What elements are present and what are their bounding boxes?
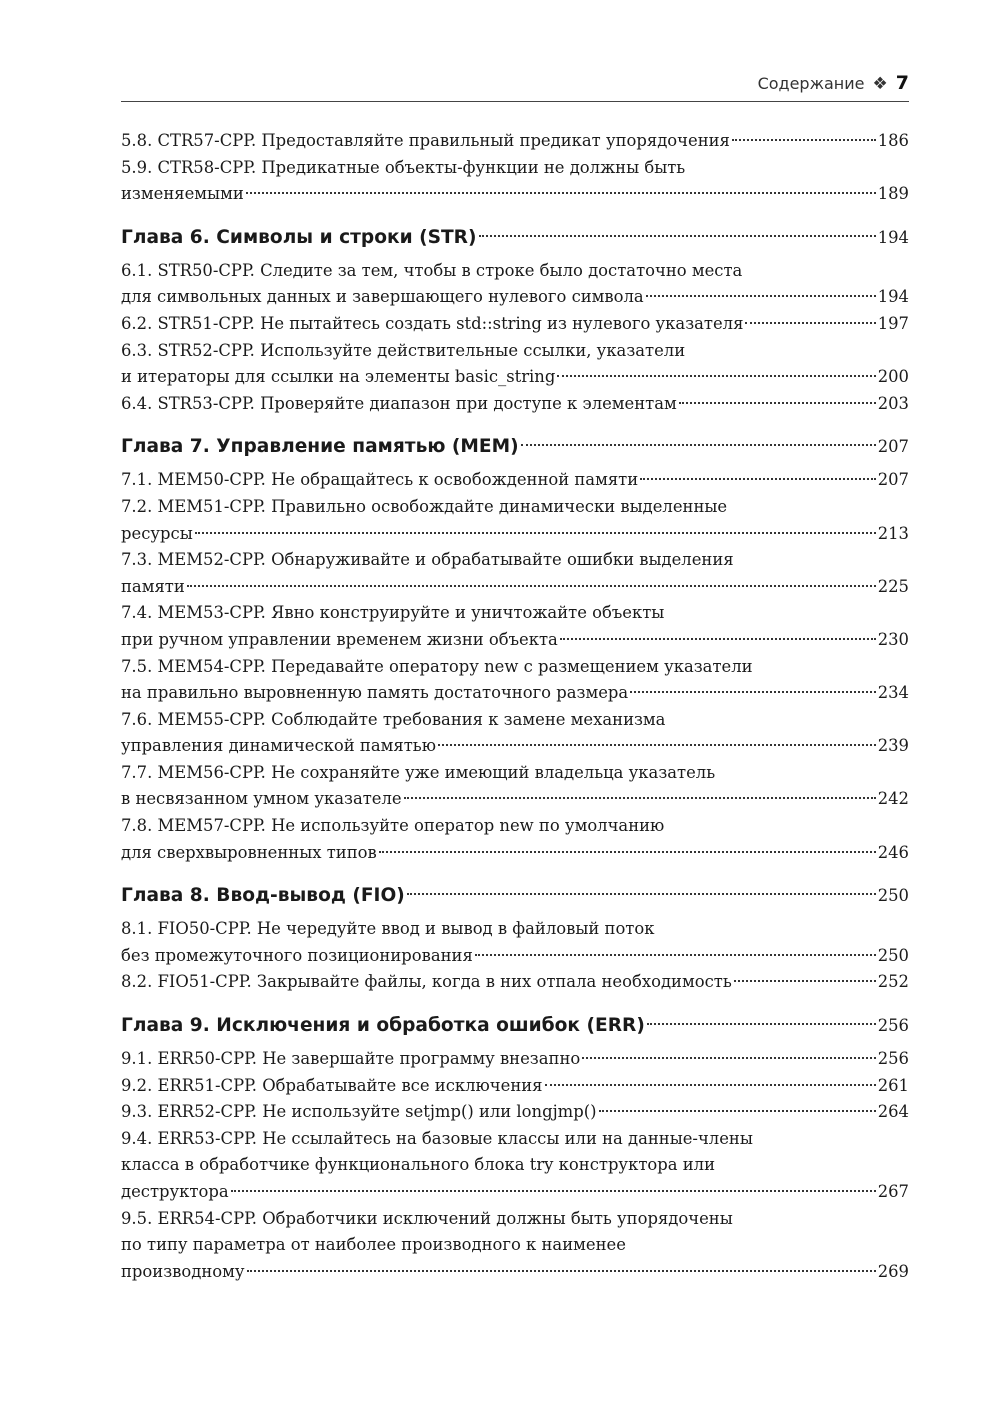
toc-line (121, 1232, 909, 1259)
toc-line (121, 1099, 909, 1126)
dot-leader (647, 1023, 876, 1025)
dot-leader (545, 1084, 876, 1086)
toc-line (121, 574, 909, 601)
dot-leader (582, 1057, 875, 1059)
dot-leader (195, 532, 876, 534)
toc-line (121, 521, 909, 548)
toc-line (121, 680, 909, 707)
toc-page-number: 252 (877, 972, 909, 992)
entry-title: управления динамической памятью (121, 736, 436, 756)
entry-title: 6.3. STR52-CPP. Используйте действительные ссылки, указатели (121, 340, 686, 360)
entry-title: ресурсы (121, 523, 193, 543)
toc-line (121, 600, 909, 627)
section-title: Содержание (757, 74, 865, 93)
dot-leader (187, 585, 876, 587)
dot-leader (231, 1190, 876, 1192)
dot-leader (247, 1270, 876, 1272)
toc-entry[interactable] (121, 311, 909, 338)
toc-chapter[interactable] (121, 218, 909, 258)
toc-line (121, 840, 909, 867)
toc-page-number: 256 (877, 1016, 909, 1036)
toc-line (121, 218, 909, 258)
dot-leader (246, 192, 876, 194)
toc-page-number: 197 (877, 313, 909, 333)
toc-page-number: 250 (877, 945, 909, 965)
dot-leader (679, 402, 876, 404)
toc-line (121, 364, 909, 391)
dot-leader (438, 744, 876, 746)
toc-line (121, 969, 909, 996)
entry-title: в несвязанном умном указателе (121, 789, 402, 809)
toc-entry[interactable] (121, 155, 909, 208)
toc-page-number: 207 (877, 437, 909, 457)
entry-title: 7.3. MEM52-CPP. Обнаруживайте и обрабатывайте ошибки выделения (121, 550, 734, 570)
toc-entry[interactable] (121, 600, 909, 653)
toc-line (121, 813, 909, 840)
toc-line (121, 427, 909, 467)
entry-title: 7.5. MEM54-CPP. Передавайте оператору new с размещением указатели (121, 656, 753, 676)
toc-entry[interactable] (121, 547, 909, 600)
toc-line (121, 916, 909, 943)
entry-title: 5.9. CTR58-CPP. Предикатные объекты-функции не должны быть (121, 157, 686, 177)
toc-page-number: 207 (877, 470, 909, 490)
entry-title: 8.2. FIO51-CPP. Закрывайте файлы, когда в них отпала необходимость (121, 972, 732, 992)
toc-page-number: 269 (877, 1261, 909, 1281)
dot-leader (404, 797, 876, 799)
toc-entry[interactable] (121, 467, 909, 494)
toc-line (121, 1126, 909, 1153)
entry-title: 9.3. ERR52-CPP. Не используйте setjmp() или longjmp() (121, 1102, 597, 1122)
entry-title: на правильно выровненную память достаточного размера (121, 683, 629, 703)
toc-page-number: 200 (877, 367, 909, 387)
toc-line (121, 284, 909, 311)
toc-entry[interactable] (121, 1099, 909, 1126)
toc-chapter[interactable] (121, 1006, 909, 1046)
toc-line (121, 707, 909, 734)
table-of-contents (121, 128, 909, 1285)
toc-entry[interactable] (121, 258, 909, 311)
entry-title: памяти (121, 576, 185, 596)
dot-leader (479, 235, 876, 237)
toc-line (121, 311, 909, 338)
chapter-title: Глава 8. Ввод-вывод (FIO) (121, 885, 405, 907)
toc-page-number: 194 (877, 227, 909, 247)
toc-line (121, 1259, 909, 1286)
entry-title: 9.2. ERR51-CPP. Обрабатывайте все исключения (121, 1075, 543, 1095)
toc-entry[interactable] (121, 813, 909, 866)
toc-entry[interactable] (121, 969, 909, 996)
toc-line (121, 181, 909, 208)
entry-title: 7.2. MEM51-CPP. Правильно освобождайте динамически выделенные (121, 496, 728, 516)
entry-title: без промежуточного позиционирования (121, 945, 473, 965)
toc-entry[interactable] (121, 391, 909, 418)
entry-title: 7.1. MEM50-CPP. Не обращайтесь к освобожденной памяти (121, 470, 639, 490)
running-header (121, 72, 909, 102)
toc-entry[interactable] (121, 1046, 909, 1073)
toc-page-number: 256 (877, 1049, 909, 1069)
toc-chapter[interactable] (121, 876, 909, 916)
entry-title: 7.7. MEM56-CPP. Не сохраняйте уже имеющий владельца указатель (121, 762, 716, 782)
toc-page-number: 194 (877, 287, 909, 307)
entry-title: деструктора (121, 1182, 229, 1201)
toc-line (121, 494, 909, 521)
dot-leader (521, 444, 876, 446)
dot-leader (734, 980, 876, 982)
toc-page-number: 225 (877, 576, 909, 596)
toc-line (121, 627, 909, 654)
toc-line (121, 1046, 909, 1073)
toc-line (121, 733, 909, 760)
entry-title: 9.4. ERR53-CPP. Не ссылайтесь на базовые классы или на данные-члены (121, 1128, 753, 1148)
toc-chapter[interactable] (121, 427, 909, 467)
toc-page-number: 264 (877, 1102, 909, 1122)
ornament-icon: ❖ (872, 74, 888, 94)
entry-title: 8.1. FIO50-CPP. Не чередуйте ввод и вывод в файловый поток (121, 919, 655, 939)
toc-entry[interactable] (121, 1073, 909, 1100)
toc-page-number: 267 (877, 1182, 909, 1201)
dot-leader (379, 851, 876, 853)
toc-page-number: 250 (877, 886, 909, 906)
toc-line (121, 1073, 909, 1100)
entry-title: 6.2. STR51-CPP. Не пытайтесь создать std::string из нулевого указателя (121, 313, 744, 333)
entry-title: 7.4. MEM53-CPP. Явно конструируйте и уничтожайте объекты (121, 603, 665, 623)
toc-page-number: 242 (877, 789, 909, 809)
toc-line (121, 1152, 909, 1179)
entry-title: 7.8. MEM57-CPP. Не используйте оператор new по умолчанию (121, 816, 665, 836)
chapter-title: Глава 9. Исключения и обработка ошибок (ERR) (121, 1015, 645, 1037)
dot-leader (557, 375, 875, 377)
dot-leader (745, 322, 875, 324)
toc-line (121, 876, 909, 916)
toc-line (121, 258, 909, 285)
entry-title: класса в обработчике функционального блока try конструктора или (121, 1155, 715, 1175)
toc-line (121, 547, 909, 574)
toc-line (121, 654, 909, 681)
toc-entry[interactable] (121, 1126, 909, 1206)
chapter-title: Глава 7. Управление памятью (MEM) (121, 436, 519, 458)
chapter-title: Глава 6. Символы и строки (STR) (121, 226, 477, 248)
toc-entry[interactable] (121, 128, 909, 155)
toc-page-number: 203 (877, 393, 909, 413)
toc-entry[interactable] (121, 338, 909, 391)
entry-title: при ручном управлении временем жизни объекта (121, 629, 558, 649)
entry-title: и итераторы для ссылки на элементы basic_string (121, 367, 556, 387)
page-number: 7 (895, 72, 909, 94)
toc-line (121, 786, 909, 813)
toc-line (121, 760, 909, 787)
toc-page-number: 230 (877, 629, 909, 649)
entry-title: 9.5. ERR54-CPP. Обработчики исключений должны быть упорядочены (121, 1208, 733, 1228)
toc-entry[interactable] (121, 1206, 909, 1286)
entry-title: 5.8. CTR57-CPP. Предоставляйте правильный предикат упорядочения (121, 131, 730, 150)
dot-leader (640, 478, 876, 480)
toc-page-number: 189 (877, 184, 909, 204)
toc-line (121, 943, 909, 970)
toc-entry[interactable] (121, 760, 909, 813)
toc-line (121, 128, 909, 155)
toc-line (121, 467, 909, 494)
entry-title: 7.6. MEM55-CPP. Соблюдайте требования к замене механизма (121, 709, 666, 729)
entry-title: производному (121, 1261, 245, 1281)
toc-page-number: 234 (877, 683, 909, 703)
dot-leader (732, 139, 876, 141)
toc-line (121, 1006, 909, 1046)
dot-leader (646, 295, 876, 297)
toc-line (121, 155, 909, 182)
entry-title: 6.4. STR53-CPP. Проверяйте диапазон при доступе к элементам (121, 393, 677, 413)
entry-title: изменяемыми (121, 184, 244, 204)
dot-leader (630, 691, 876, 693)
dot-leader (407, 893, 876, 895)
toc-entry[interactable] (121, 916, 909, 969)
toc-page-number: 213 (877, 523, 909, 543)
dot-leader (560, 638, 876, 640)
toc-entry[interactable] (121, 654, 909, 707)
entry-title: 6.1. STR50-CPP. Следите за тем, чтобы в строке было достаточно места (121, 260, 743, 280)
toc-line (121, 391, 909, 418)
toc-line (121, 338, 909, 365)
toc-line (121, 1206, 909, 1233)
dot-leader (599, 1110, 876, 1112)
dot-leader (475, 954, 876, 956)
toc-page-number: 186 (877, 131, 909, 150)
entry-title: 9.1. ERR50-CPP. Не завершайте программу внезапно (121, 1049, 581, 1069)
entry-title: для символьных данных и завершающего нулевого символа (121, 287, 644, 307)
toc-entry[interactable] (121, 494, 909, 547)
toc-entry[interactable] (121, 707, 909, 760)
toc-page-number: 239 (877, 736, 909, 756)
entry-title: по типу параметра от наиболее производного к наименее (121, 1235, 626, 1255)
toc-page-number: 246 (877, 842, 909, 862)
toc-line (121, 1179, 909, 1206)
entry-title: для сверхвыровненных типов (121, 842, 377, 862)
toc-page-number: 261 (877, 1075, 909, 1095)
